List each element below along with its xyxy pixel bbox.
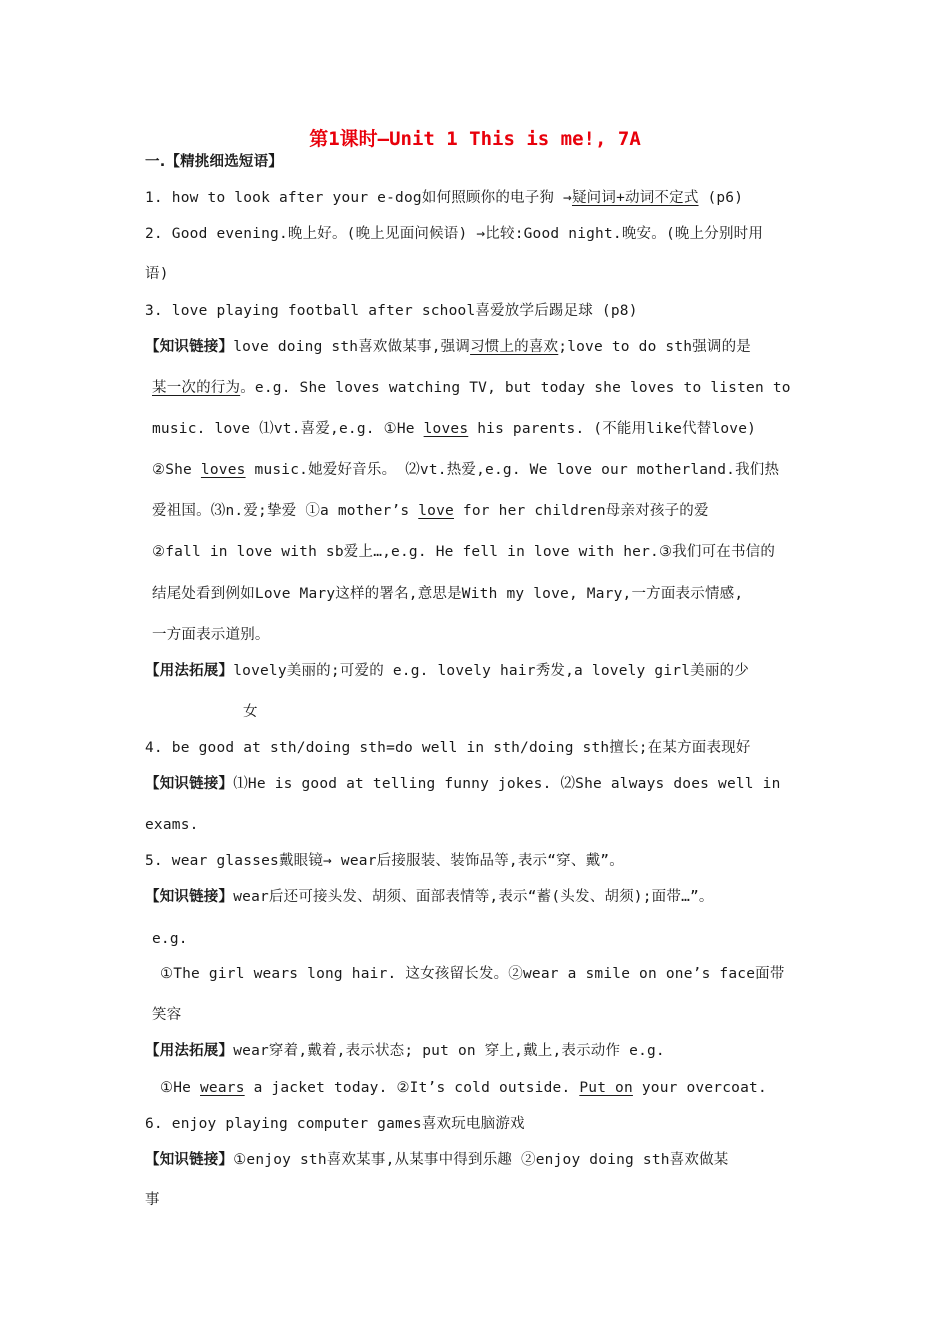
knowledge-link-label: 【知识链接】 [145, 339, 234, 355]
link-text: ①enjoy sth喜欢某事,从某事中得到乐趣 ②enjoy doing sth喜欢做某 [233, 1152, 729, 1168]
phrase-item-3: 3. love playing football after school喜爱放学后踢足球 (p8) [145, 303, 638, 319]
link-text: his parents. (不能用like代替love) [468, 421, 757, 437]
link-text: 爱祖国。⑶n.爱;挚爱 ①a mother’s [152, 503, 419, 519]
knowledge-link-5-example: ①The girl wears long hair. 这女孩留长发。②wear a smile on one’s face面带 [160, 966, 785, 982]
link-underlined: love [418, 503, 454, 519]
extension-text: wear穿着,戴着,表示状态; put on 穿上,戴上,表示动作 e.g. [233, 1043, 665, 1059]
knowledge-link-6-cont: 事 [145, 1192, 160, 1208]
knowledge-link-3 [145, 337, 751, 357]
extension-text: lovely美丽的;可爱的 e.g. lovely hair秀发,a lovely girl美丽的少 [233, 663, 749, 679]
phrase-item-4: 4. be good at sth/doing sth=do well in sth/doing sth擅长;在某方面表现好 [145, 740, 751, 756]
knowledge-link-3-line5 [152, 501, 709, 521]
knowledge-link-6 [145, 1150, 728, 1170]
link-text: music. love ⑴vt.喜爱,e.g. ①He [152, 421, 424, 437]
link-text: ②She [152, 462, 201, 478]
knowledge-link-5-eg: e.g. [152, 931, 188, 947]
section-heading: 一.【精挑细选短语】 [145, 154, 284, 170]
knowledge-link-3-line3 [152, 419, 756, 439]
link-text: ⑴He is good at telling funny jokes. ⑵She always does well in [233, 776, 781, 792]
phrase-item-5: 5. wear glasses戴眼镜→ wear后接服装、装饰品等,表示“穿、戴”。 [145, 853, 624, 869]
knowledge-link-5 [145, 887, 714, 907]
usage-extension-3 [145, 661, 749, 681]
extension-underlined: Put on [579, 1080, 633, 1096]
knowledge-link-4 [145, 774, 781, 794]
knowledge-link-5-cont: 笑容 [152, 1007, 182, 1023]
knowledge-link-4-cont: exams. [145, 817, 199, 833]
knowledge-link-3-line8: 一方面表示道别。 [152, 627, 270, 643]
usage-extension-5 [145, 1041, 665, 1061]
phrase-item-1 [145, 188, 743, 208]
link-text: for her children母亲对孩子的爱 [453, 503, 709, 519]
knowledge-link-3-line2 [152, 378, 791, 398]
knowledge-link-3-line7: 结尾处看到例如Love Mary这样的署名,意思是With my love, Mary,一方面表示情感, [152, 586, 744, 602]
phrase-item-2: 2. Good evening.晚上好。(晚上见面问候语) →比较:Good night.晚安。(晚上分别时用 [145, 226, 764, 242]
link-text: music.她爱好音乐。 ⑵vt.热爱,e.g. We love our motherland.我们热 [245, 462, 780, 478]
extension-underlined: wears [200, 1080, 245, 1096]
phrase-text: 1. how to look after your e-dog如何照顾你的电子狗 → [145, 190, 572, 206]
link-text: love doing sth喜欢做某事,强调 [233, 339, 471, 355]
page-ref: (p6) [698, 190, 744, 206]
usage-extension-3-cont: 女 [243, 704, 258, 720]
lesson-title: 第1课时—Unit 1 This is me!, 7A [309, 128, 641, 150]
link-underlined: loves [423, 421, 469, 437]
extension-text: a jacket today. ②It’s cold outside. [244, 1080, 580, 1096]
link-text: ;love to do sth强调的是 [558, 339, 752, 355]
phrase-item-6: 6. enjoy playing computer games喜欢玩电脑游戏 [145, 1116, 525, 1132]
knowledge-link-label: 【知识链接】 [145, 776, 234, 792]
link-text: 。e.g. She loves watching TV, but today she loves to listen to [240, 380, 791, 396]
usage-extension-label: 【用法拓展】 [145, 663, 234, 679]
link-text: wear后还可接头发、胡须、面部表情等,表示“蓄(头发、胡须);面带…”。 [233, 889, 714, 905]
phrase-note: 疑问词+动词不定式 [571, 190, 699, 206]
extension-text: your overcoat. [632, 1080, 767, 1096]
knowledge-link-label: 【知识链接】 [145, 1152, 234, 1168]
knowledge-link-3-line4 [152, 460, 779, 480]
extension-text: ①He [160, 1080, 200, 1096]
usage-extension-label: 【用法拓展】 [145, 1043, 234, 1059]
link-underlined: 习惯上的喜欢 [470, 339, 559, 355]
phrase-item-2-cont: 语) [145, 266, 169, 282]
link-underlined: loves [200, 462, 246, 478]
knowledge-link-label: 【知识链接】 [145, 889, 234, 905]
knowledge-link-3-line6: ②fall in love with sb爱上…,e.g. He fell in love with her.③我们可在书信的 [152, 544, 776, 560]
link-underlined: 某一次的行为 [152, 380, 241, 396]
usage-extension-5-example [160, 1078, 767, 1098]
